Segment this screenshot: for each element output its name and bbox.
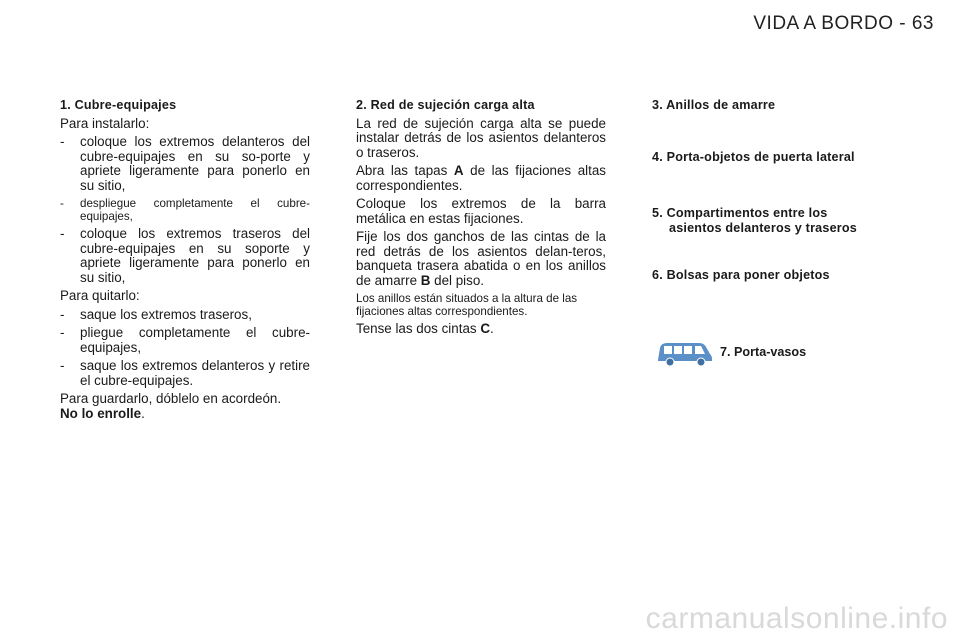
section-heading-2: 2. Red de sujeción carga alta [356, 98, 535, 112]
remove-label: Para quitarlo: [60, 288, 140, 303]
watermark: carmanualsonline.info [645, 602, 948, 635]
list-item: - coloque los extremos traseros del cubre-equipajes en su soporte y apriete ligeramente para ponerlo en su sitio, [60, 226, 310, 285]
section-heading-6: 6. Bolsas para poner objetos [652, 268, 830, 282]
section-heading-1: 1. Cubre-equipajes [60, 98, 177, 112]
paragraph: Los anillos están situados a la altura de las fijaciones altas correspondientes. [356, 292, 578, 318]
section-heading-7: 7. Porta-vasos [720, 345, 807, 359]
paragraph: Fije los dos ganchos de las cintas de la red detrás de los asientos delan-teros, banqueta trasera abatida o en los anillos de amarre B del piso. [356, 229, 606, 288]
paragraph: Coloque los extremos de la barra metálica en estas fijaciones. [356, 196, 606, 226]
page-header: VIDA A BORDO - 63 [753, 13, 934, 34]
section-heading-5: 5. Compartimentos entre los asientos delanteros y traseros [652, 206, 857, 235]
list-item: - saque los extremos delanteros y retire el cubre-equipajes. [60, 358, 310, 388]
list-item: - despliegue completamente el cubre-equipajes, [60, 197, 310, 223]
install-steps [60, 135, 310, 285]
section-heading-4: 4. Porta-objetos de puerta lateral [652, 150, 855, 164]
paragraph: Abra las tapas A de las fijaciones altas correspondientes. [356, 163, 606, 193]
column-cubre-equipajes [60, 98, 310, 425]
install-label: Para instalarlo: [60, 115, 150, 131]
column-red-sujecion [356, 98, 606, 341]
paragraph: Tense las dos cintas C. [356, 321, 494, 336]
list-item: - pliegue completamente el cubre-equipajes, [60, 325, 310, 355]
store-text: Para guardarlo, dóblelo en acordeón. No lo enrolle. [60, 391, 282, 421]
car-icon [655, 338, 713, 368]
section-heading-3: 3. Anillos de amarre [652, 98, 776, 112]
list-item: - coloque los extremos delanteros del cubre-equipajes en su so-porte y apriete ligeramente para ponerlo en su sitio, [60, 134, 310, 193]
paragraph: La red de sujeción carga alta se puede instalar detrás de los asientos delanteros o traseros. [356, 115, 606, 160]
remove-steps [60, 308, 310, 389]
list-item: - saque los extremos traseros, [60, 306, 252, 322]
